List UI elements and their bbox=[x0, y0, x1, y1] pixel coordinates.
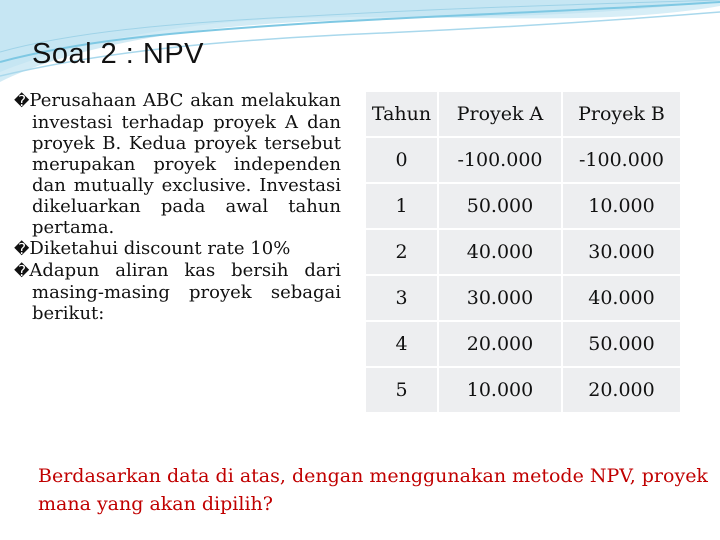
cell-proyek-b: 20.000 bbox=[563, 368, 680, 412]
cell-year: 5 bbox=[366, 368, 437, 412]
cell-proyek-a: 40.000 bbox=[439, 230, 561, 274]
cell-proyek-a: 50.000 bbox=[439, 184, 561, 228]
cell-proyek-a: 30.000 bbox=[439, 276, 561, 320]
table-row bbox=[366, 322, 680, 366]
paragraph-text: Diketahui discount rate 10% bbox=[29, 238, 291, 259]
cell-year: 2 bbox=[366, 230, 437, 274]
cell-proyek-b: -100.000 bbox=[563, 138, 680, 182]
paragraph-company-investment bbox=[14, 90, 341, 238]
table-row bbox=[366, 230, 680, 274]
paragraph-text: Adapun aliran kas bersih dari masing-masing proyek sebagai berikut: bbox=[29, 260, 341, 324]
table-row bbox=[366, 276, 680, 320]
table-row bbox=[366, 368, 680, 412]
header-tahun: Tahun bbox=[366, 92, 437, 136]
cell-year: 1 bbox=[366, 184, 437, 228]
paragraph-cash-flows bbox=[14, 260, 341, 324]
cell-year: 0 bbox=[366, 138, 437, 182]
table-header-row bbox=[366, 92, 680, 136]
bullet-glyph: � bbox=[14, 92, 30, 110]
slide-title: Soal 2 : NPV bbox=[32, 38, 205, 70]
table-row bbox=[366, 138, 680, 182]
header-proyek-a: Proyek A bbox=[439, 92, 561, 136]
cell-year: 3 bbox=[366, 276, 437, 320]
cell-proyek-b: 30.000 bbox=[563, 230, 680, 274]
cell-proyek-a: -100.000 bbox=[439, 138, 561, 182]
cell-proyek-b: 50.000 bbox=[563, 322, 680, 366]
cell-proyek-a: 10.000 bbox=[439, 368, 561, 412]
paragraph-text: Perusahaan ABC akan melakukan investasi terhadap proyek A dan proyek B. Kedua proyek tersebut merupakan proyek independen dan mutually exclusive. Investasi dikeluarkan pada awal tahun pertama. bbox=[29, 90, 341, 238]
table-row bbox=[366, 184, 680, 228]
bullet-glyph: � bbox=[14, 240, 30, 258]
cell-proyek-b: 40.000 bbox=[563, 276, 680, 320]
cell-proyek-b: 10.000 bbox=[563, 184, 680, 228]
question-text: Berdasarkan data di atas, dengan menggunakan metode NPV, proyek mana yang akan dipilih? bbox=[38, 465, 708, 515]
cash-flow-table bbox=[364, 90, 682, 414]
bullet-glyph: � bbox=[14, 262, 30, 280]
cell-proyek-a: 20.000 bbox=[439, 322, 561, 366]
paragraph-discount-rate bbox=[14, 238, 341, 260]
problem-description bbox=[14, 90, 341, 324]
header-proyek-b: Proyek B bbox=[563, 92, 680, 136]
cell-year: 4 bbox=[366, 322, 437, 366]
